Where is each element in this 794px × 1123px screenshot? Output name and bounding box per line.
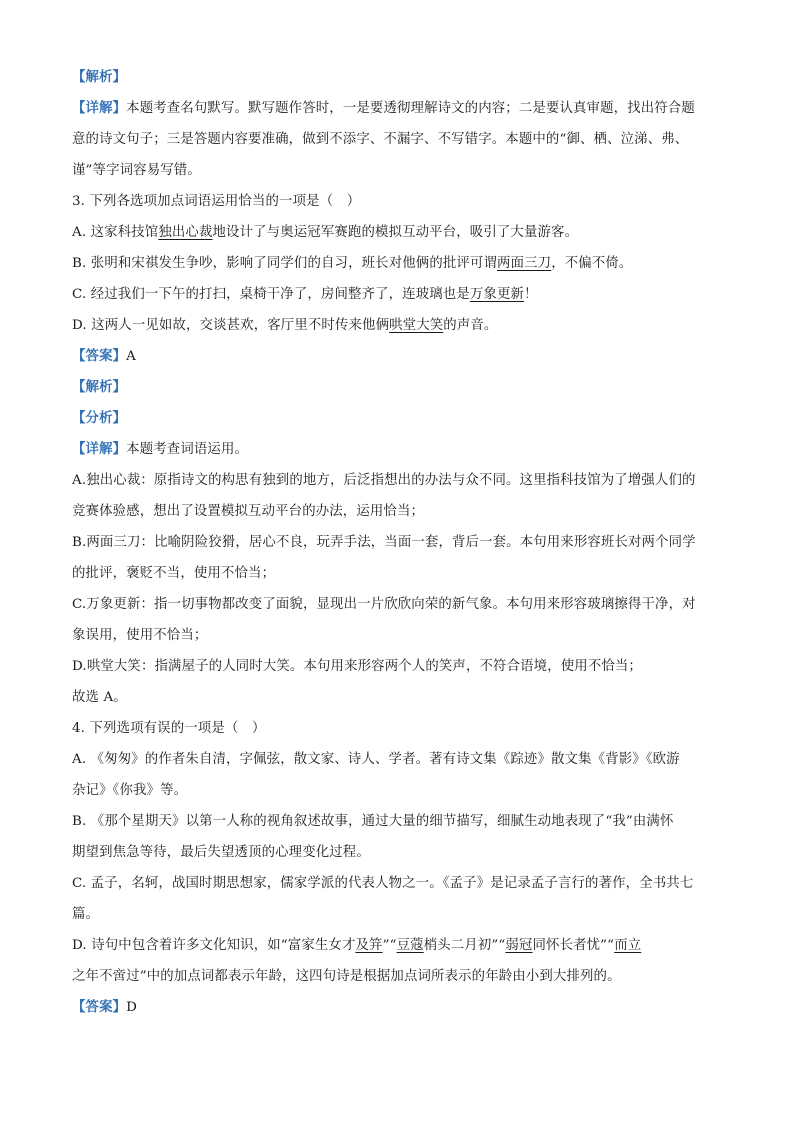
- q4-answer: [72, 992, 724, 1023]
- q3-conclusion: 故选 A。: [72, 690, 127, 705]
- underlined-term: 哄堂大笑: [389, 318, 444, 333]
- q3-explain-line: A.独出心裁：原指诗文的构思有独到的地方，后泛指想出的办法与众不同。这里指科技馆为了增强人们的: [72, 473, 696, 488]
- underlined-term: 弱冠: [505, 938, 533, 953]
- underlined-term: 两面三刀: [497, 256, 552, 271]
- q3-explain-line: D.哄堂大笑：指满屋子的人同时大笑。本句用来形容两个人的笑声，不符合语境，使用不恰当；: [72, 659, 642, 674]
- answer-tag: 【答案】: [72, 999, 127, 1015]
- q4-option-line: 篇。: [72, 907, 100, 922]
- detail-line: [72, 93, 724, 124]
- q4-option-line: C. 孟子，名轲，战国时期思想家，儒家学派的代表人物之一。《孟子》是记录孟子言行的著作，全书共七: [72, 876, 694, 891]
- underlined-term: 豆蔻: [396, 938, 424, 953]
- q3-detail-line: 【详解】本题考查词语运用。: [72, 441, 249, 457]
- q3-option-a: A. 这家科技馆独出心裁地设计了与奥运冠军赛跑的模拟互动平台，吸引了大量游客。: [72, 225, 579, 240]
- q4-option-line: 杂记》《你我》等。: [72, 783, 188, 798]
- q4-option-line: B. 《那个星期天》以第一人称的视角叙述故事，通过大量的细节描写，细腻生动地表现了“我”由满怀: [72, 814, 674, 829]
- q3-analysis-heading: [72, 372, 724, 403]
- q4-option-line: A. 《匆匆》的作者朱自清，字佩弦，散文家、诗人、学者。著有诗文集《踪迹》散文集《背影》《欧游: [72, 752, 680, 767]
- q3-option-d: D. 这两人一见如故，交谈甚欢，客厅里不时传来他俩哄堂大笑的声音。: [72, 318, 498, 333]
- question-4-stem: 4. 下列选项有误的一项是（ ）: [72, 721, 266, 736]
- detail-tag: 【详解】: [72, 441, 127, 457]
- underlined-term: 而立: [614, 938, 642, 953]
- detail-line: 谨”等字词容易写错。: [72, 163, 201, 178]
- answer-value: A: [126, 349, 136, 364]
- underlined-term: 及笄: [355, 938, 383, 953]
- q3-explain-line: 竞赛体验感，想出了设置模拟互动平台的办法，运用恰当；: [72, 504, 425, 519]
- underlined-term: 万象更新: [469, 287, 525, 302]
- q3-option-b: B. 张明和宋祺发生争吵，影响了同学们的自习，班长对他俩的批评可谓两面三刀，不偏不倚。: [72, 256, 633, 271]
- analysis-tag: 【解析】: [72, 379, 127, 395]
- q3-option-c: C. 经过我们一下午的打扫，桌椅干净了，房间整齐了，连玻璃也是万象更新！: [72, 287, 538, 302]
- q3-explain-line: 象误用，使用不恰当；: [72, 628, 208, 643]
- analysis-heading: [72, 62, 724, 93]
- q4-option-d-line: D. 诗句中包含着许多文化知识，如“富家生女才及笄”“豆蔻梢头二月初”“弱冠同怀长者忧”“而立: [72, 938, 642, 953]
- detail-tag: 【详解】: [72, 100, 127, 116]
- q4-option-d-line: 之年不啻过”中的加点词都表示年龄，这四句诗是根据加点词所表示的年龄由小到大排列的。: [72, 969, 621, 984]
- fenxi-tag: 【分析】: [72, 410, 127, 426]
- q3-answer: [72, 341, 724, 372]
- answer-tag: 【答案】: [72, 348, 127, 364]
- q3-explain-line: C.万象更新：指一切事物都改变了面貌，显现出一片欣欣向荣的新气象。本句用来形容玻璃擦得干净，对: [72, 597, 696, 612]
- q3-explain-line: 的批评，褒贬不当，使用不恰当；: [72, 566, 276, 581]
- detail-text: 本题考查名句默写。默写题作答时，一是要透彻理解诗文的内容；二是要认真审题，找出符合题: [126, 101, 695, 116]
- q3-explain-line: B.两面三刀：比喻阴险狡猾，居心不良，玩弄手法，当面一套，背后一套。本句用来形容班长对两个同学: [72, 535, 696, 550]
- document-page: [72, 62, 724, 1023]
- detail-line: 意的诗文句子；三是答题内容要准确，做到不添字、不漏字、不写错字。本题中的“御、栖、泣涕、弗、: [72, 132, 689, 147]
- q3-fenxi-heading: [72, 403, 724, 434]
- analysis-tag: 【解析】: [72, 69, 127, 85]
- q4-option-line: 期望到焦急等待，最后失望透顶的心理变化过程。: [72, 845, 370, 860]
- question-3-stem: 3. 下列各选项加点词语运用恰当的一项是（ ）: [72, 194, 361, 209]
- answer-value: D: [126, 1000, 138, 1015]
- underlined-term: 独出心裁: [158, 225, 213, 240]
